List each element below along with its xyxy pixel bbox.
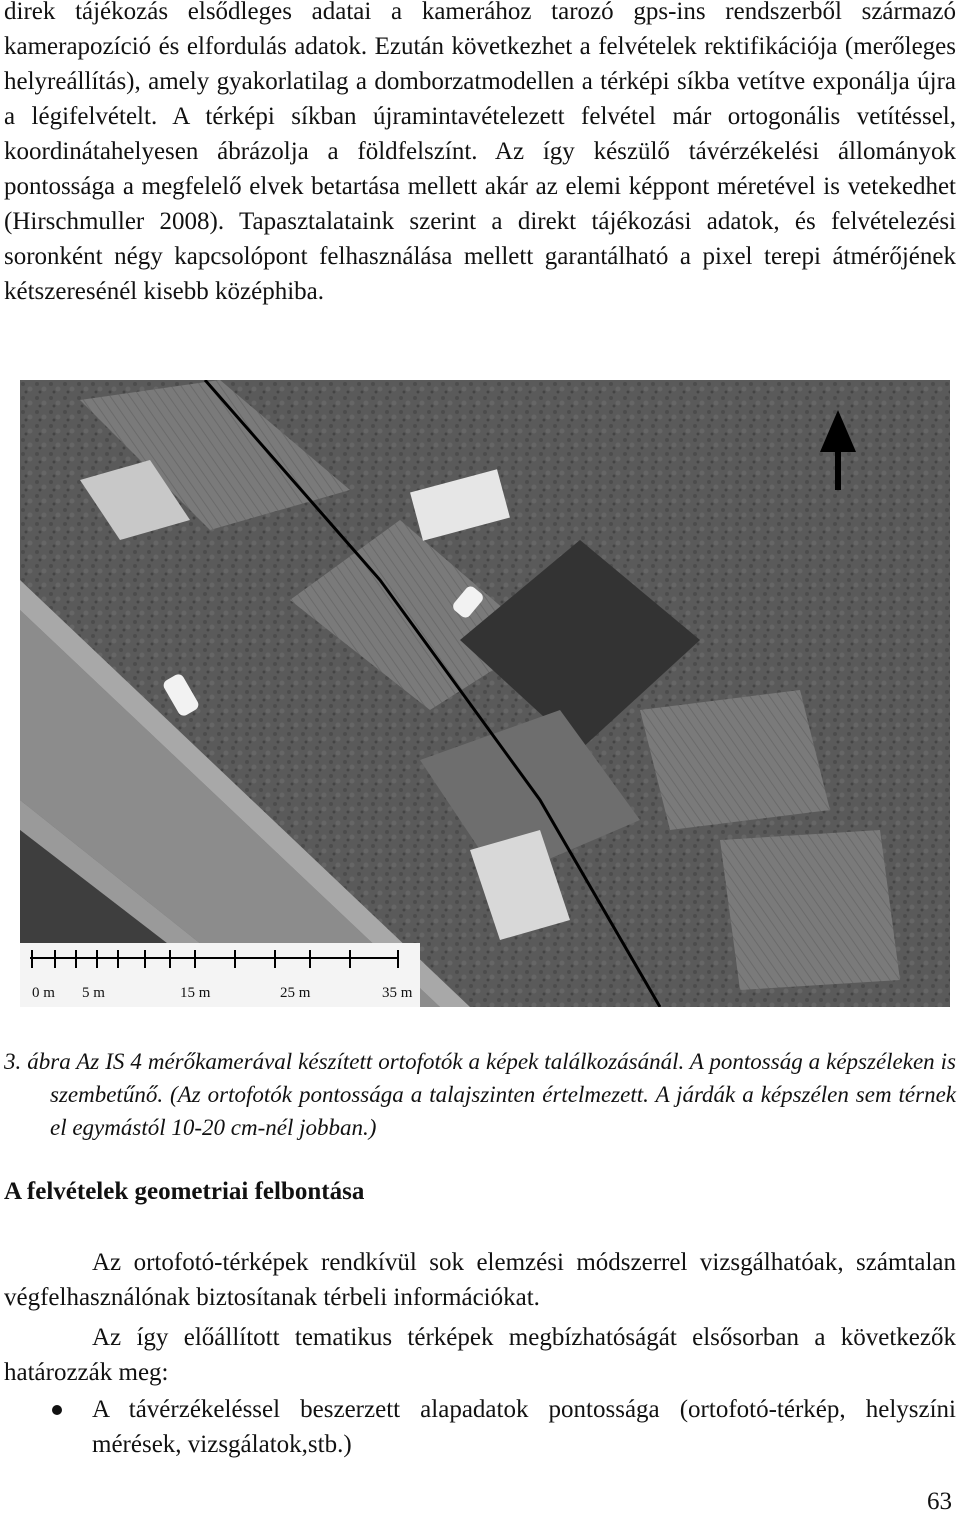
orthophoto-figure xyxy=(20,380,950,1007)
caption-text: ábra Az IS 4 mérőkamerával készített ortofotók a képek találkozásánál. A pontosság a képszéleken is szembetűnő. (Az ortofotók pontossága a talajszinten értelmezett. A járdák a képszélen sem térnek el egymástól 10-20 cm-nél jobban.) xyxy=(27,1049,956,1140)
intro-paragraph: direk tájékozás elsődleges adatai a kamerához tarozó gps-ins rendszerből származó kamerapozíció és elfordulás adatok. Ezután következhet a felvételek rektifikációja (merőleges helyreállítás), amely gyakorlatilag a domborzatmodellen a térképi síkba vetítve exponálja újra a légifelvételt. A térképi síkban újramintavételezett felvétel már ortogonális vetítéssel, koordinátahelyesen ábrázolja a földfelszínt. Az így készülő távérzékelési állományok pontossága a megfelelő elvek betartása mellett akár az elemi képpont méretével is vetekedhet (Hirschmuller 2008). Tapasztalataink szerint a direkt tájékozási adatok, és felvételezési soronként négy kapcsolópont felhasználása mellett garantálható a pixel terepi átmérőjének kétszeresénél kisebb középhiba. xyxy=(4,0,956,305)
bullet-dot-icon xyxy=(52,1405,62,1415)
scale-label-5: 5 m xyxy=(82,985,105,1001)
scale-label-0: 0 m xyxy=(32,985,55,1001)
scale-label-15: 15 m xyxy=(180,985,211,1001)
bullet-text: A távérzékeléssel beszerzett alapadatok pontossága (ortofotó-térkép, helyszíni mérések, vizsgálatok,stb.) xyxy=(92,1396,956,1458)
orthophoto-image xyxy=(20,380,950,1007)
page-number: 63 xyxy=(927,1488,952,1515)
scale-label-35: 35 m xyxy=(382,985,413,1001)
bullet-item xyxy=(4,1392,956,1462)
scale-label-25: 25 m xyxy=(280,985,311,1001)
paragraph-2: Az ortofotó-térképek rendkívül sok elemzési módszerrel vizsgálhatóak, számtalan végfelhasználónak biztosítanak térbeli információkat. xyxy=(4,1249,956,1311)
paragraph-3: Az így előállított tematikus térképek megbízhatóságát elsősorban a következők határozzák meg: xyxy=(4,1324,956,1386)
caption-label: 3. xyxy=(4,1049,22,1074)
bullet-list xyxy=(4,1392,956,1462)
figure-caption xyxy=(4,1045,956,1144)
section-heading: A felvételek geometriai felbontása xyxy=(4,1178,365,1205)
